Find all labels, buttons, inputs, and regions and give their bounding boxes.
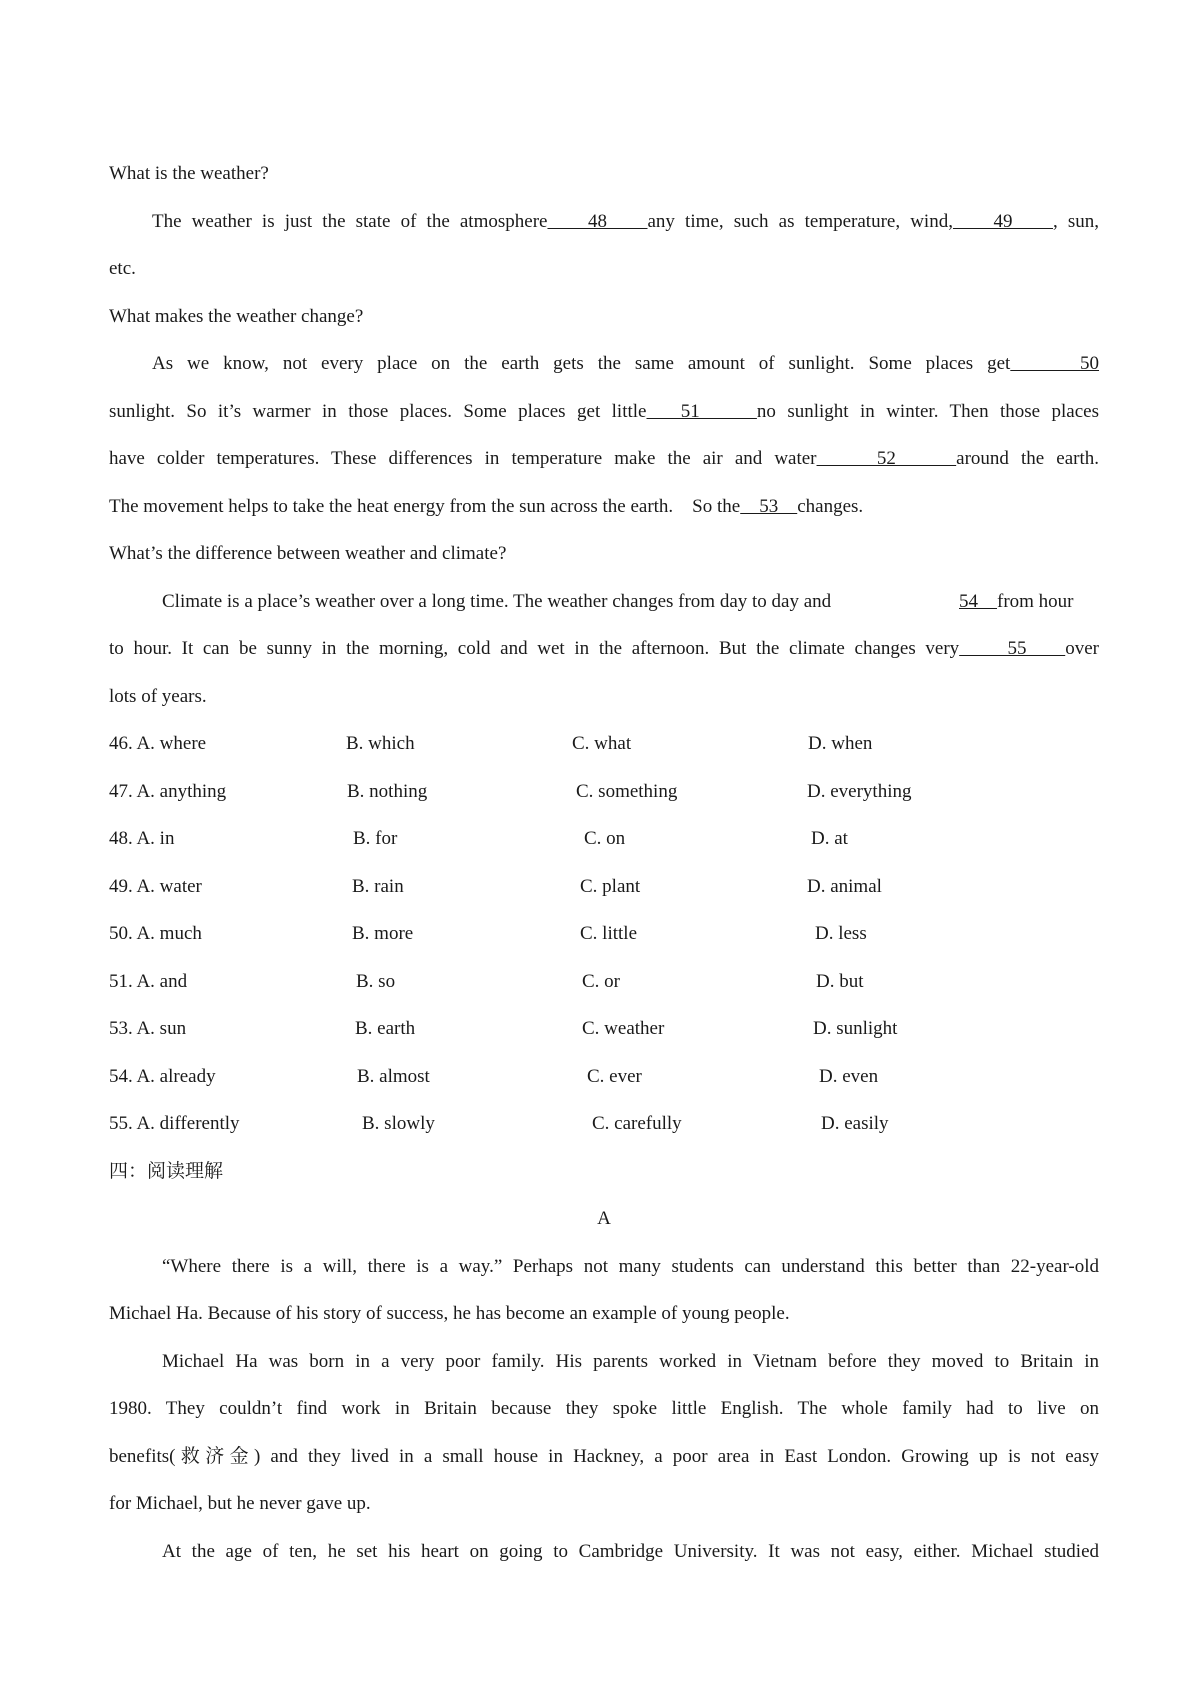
paragraph-line: At the age of ten, he set his heart on going to Cambridge University. It was not easy, either. Michael studied [162,1540,1099,1562]
option-a: 55. A. differently [109,1113,240,1134]
blank-48: 48 [547,210,648,232]
option-row [109,863,1099,911]
option-b: B. slowly [362,1113,435,1134]
blank-49: 49 [952,210,1053,232]
option-b: B. so [356,970,396,992]
option-c: C. on [584,828,626,849]
option-c: C. what [572,733,632,754]
option-row [109,1100,1099,1148]
paragraph-line: for Michael, but he never gave up. [109,1493,371,1514]
paragraph-line: Michael Ha. Because of his story of success, he has become an example of young people. [109,1303,790,1324]
option-c: C. plant [580,875,641,897]
option-a: 48. A. in [109,828,175,849]
option-row [109,958,1099,1006]
paragraph-line: 1980. They couldn’t find work in Britain because they spoke little English. The whole family had to live on [109,1398,1099,1419]
option-row [109,815,1099,863]
option-d: D. at [811,828,848,849]
option-row [109,910,1099,958]
option-a: 47. A. anything [109,780,227,802]
document-content [109,150,1099,1575]
paragraph-line: have colder temperatures. These differences in temperature make the air and water 52 around the earth. [109,448,1099,469]
paragraph-line: The movement helps to take the heat energy from the sun across the earth. So the 53 changes. [109,495,864,517]
paragraph-line: sunlight. So it’s warmer in those places. Some places get little 51 no sunlight in winter. Then those places [109,400,1099,422]
option-a: 54. A. already [109,1065,216,1087]
option-d: D. animal [807,875,882,897]
paragraph-line: to hour. It can be sunny in the morning, cold and wet in the afternoon. But the climate changes very 55 over [109,638,1099,659]
option-c: C. weather [582,1018,665,1039]
option-b: B. almost [357,1065,430,1087]
option-b: B. for [353,828,398,849]
heading-weather-change: What makes the weather change? [109,305,364,327]
option-b: B. which [346,733,415,754]
option-d: D. easily [821,1113,889,1134]
option-b: B. nothing [347,780,428,802]
option-d: D. even [819,1065,879,1087]
paragraph-line: As we know, not every place on the earth gets the same amount of sunlight. Some places get 50 [152,353,1100,374]
heading-what-is-weather: What is the weather? [109,163,269,184]
option-b: B. rain [352,875,404,897]
option-row [109,768,1099,816]
option-row [109,720,1099,768]
heading-weather-vs-climate: What’s the difference between weather and climate? [109,543,507,564]
option-d: D. when [808,733,873,754]
option-c: C. carefully [592,1113,682,1134]
blank-50: 50 [1010,353,1100,374]
blank-52: 52 [816,448,957,469]
option-a: 50. A. much [109,923,202,944]
option-row [109,1053,1099,1101]
option-a: 53. A. sun [109,1018,187,1039]
blank-55: 55 [959,638,1066,659]
option-a: 49. A. water [109,875,202,897]
option-c: C. something [576,780,678,802]
option-d: D. everything [807,780,912,802]
paragraph-line: etc. [109,258,136,279]
option-a: 46. A. where [109,733,207,754]
option-c: C. ever [587,1065,642,1087]
passage-letter: A [597,1208,611,1229]
section-heading-reading: 四：阅读理解 [109,1160,224,1182]
paragraph-line: Michael Ha was born in a very poor family. His parents worked in Vietnam before they moved to Britain in [162,1350,1099,1372]
paragraph-line: “Where there is a will, there is a way.” Perhaps not many students can understand this better than 22-year-old [162,1255,1099,1277]
blank-53: 53 [740,495,798,517]
option-row [109,1005,1099,1053]
paragraph-line: The weather is just the state of the atmosphere 48 any time, such as temperature, wind, 49 , sun, [152,210,1100,232]
blank-51: 51 [646,400,757,422]
paragraph-line: lots of years. [109,685,207,707]
paragraph-line: benefits(救济金) and they lived in a small house in Hackney, a poor area in East London. Growing up is not easy [109,1445,1099,1467]
option-d: D. sunlight [813,1018,898,1039]
option-b: B. earth [355,1018,416,1039]
option-c: C. little [580,923,637,944]
option-c: C. or [582,970,620,992]
paragraph-line: Climate is a place’s weather over a long time. The weather changes from day to day and 54 from hour [162,590,1074,612]
option-b: B. more [352,923,414,944]
blank-54: 54 [959,590,997,612]
option-a: 51. A. and [109,970,188,992]
option-d: D. but [816,970,864,992]
option-d: D. less [815,923,867,944]
